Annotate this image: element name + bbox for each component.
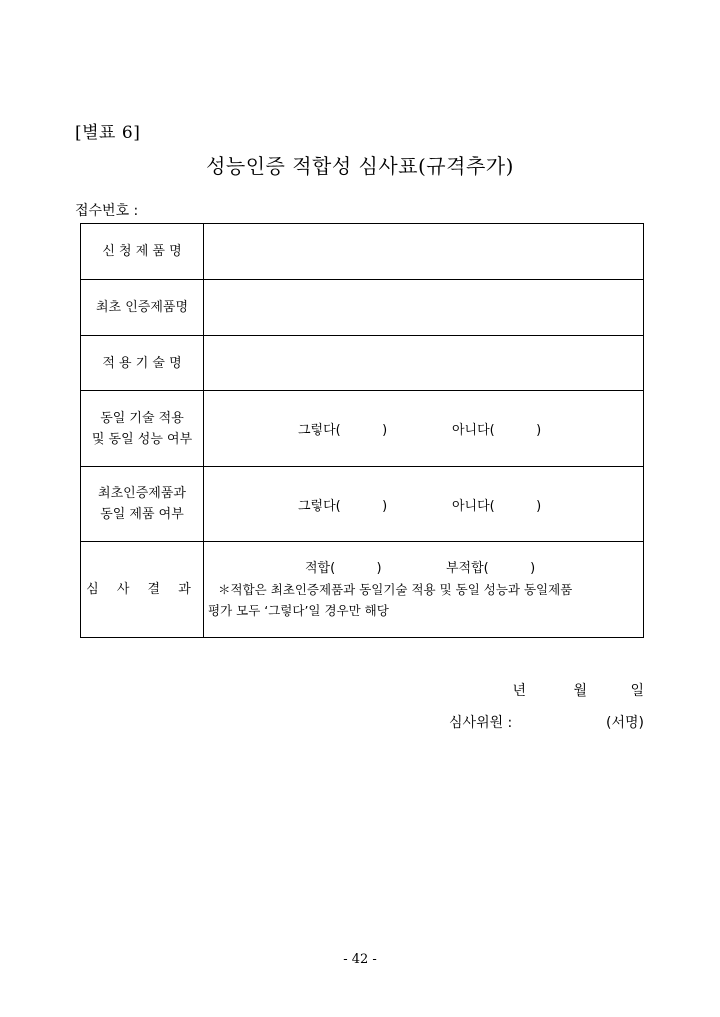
choice-pass[interactable]: 적합( ) xyxy=(305,560,382,576)
choice-cell-same-tech xyxy=(204,391,644,467)
choice-no[interactable]: 아니다( ) xyxy=(452,498,542,514)
label-product-name: 신 청 제 품 명 xyxy=(81,224,204,280)
field-product-name[interactable] xyxy=(204,224,644,280)
signer-line xyxy=(449,712,644,732)
result-cell xyxy=(204,542,644,638)
date-line xyxy=(512,680,644,700)
table-row xyxy=(81,542,644,638)
document-title: 성능인증 적합성 심사표(규격추가) xyxy=(206,154,514,178)
label-line: 동일 제품 여부 xyxy=(100,507,184,522)
day-label: 일 xyxy=(630,683,644,699)
field-applied-technology[interactable] xyxy=(204,336,644,391)
signature-label: (서명) xyxy=(606,715,644,731)
field-initial-product-name[interactable] xyxy=(204,280,644,336)
choice-yes[interactable]: 그렇다( ) xyxy=(298,498,388,514)
table-row xyxy=(81,336,644,391)
review-form-table xyxy=(80,223,644,638)
note-line: 평가 모두 ‘그렇다’일 경우만 해당 xyxy=(208,602,389,618)
choice-cell-same-product xyxy=(204,467,644,542)
table-row xyxy=(81,224,644,280)
month-label: 월 xyxy=(573,683,587,699)
label-line: 동일 기술 적용 xyxy=(100,410,184,426)
label-initial-product-name: 최초 인증제품명 xyxy=(81,280,204,336)
label-same-product xyxy=(81,467,204,542)
label-review-result: 심 사 결 과 xyxy=(81,542,204,638)
label-same-tech-performance xyxy=(81,391,204,467)
note-line: ＊적합은 최초인증제품과 동일기술 적용 및 동일 성능과 동일제품 xyxy=(218,581,573,597)
label-line: 최초인증제품과 xyxy=(98,486,186,501)
choice-no[interactable]: 아니다( ) xyxy=(452,423,542,438)
year-label: 년 xyxy=(512,683,526,699)
choice-yes[interactable]: 그렇다( ) xyxy=(298,423,388,438)
choice-fail[interactable]: 부적합( ) xyxy=(446,560,536,576)
label-line: 및 동일 성능 여부 xyxy=(91,431,193,447)
page-number: - 42 - xyxy=(343,952,377,967)
label-applied-technology: 적 용 기 술 명 xyxy=(81,336,204,391)
annex-label: [별표 6] xyxy=(75,123,141,143)
reviewer-label: 심사위원 : xyxy=(449,715,513,731)
table-row xyxy=(81,391,644,467)
result-note xyxy=(204,579,643,621)
table-row xyxy=(81,467,644,542)
table-row xyxy=(81,280,644,336)
receipt-number-label: 접수번호 : xyxy=(75,203,139,219)
